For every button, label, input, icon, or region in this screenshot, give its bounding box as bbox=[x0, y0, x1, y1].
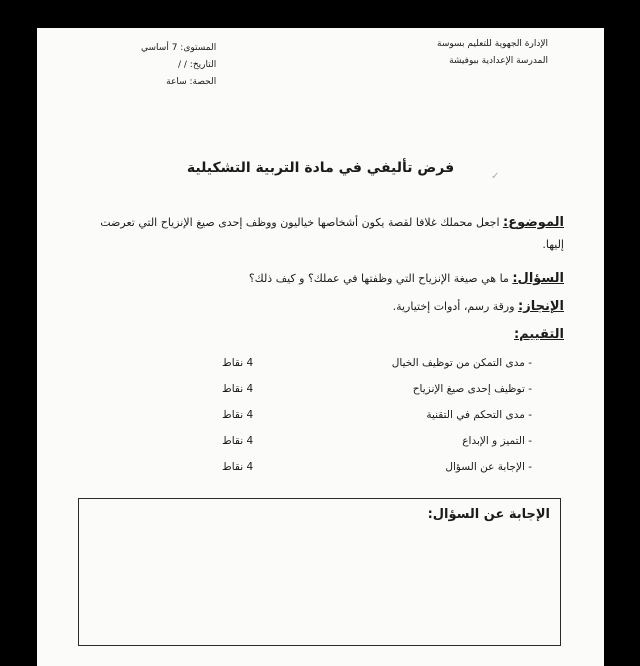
header-institution bbox=[437, 36, 548, 70]
pen-mark: ✓ bbox=[491, 171, 500, 182]
criterion-item bbox=[222, 428, 532, 454]
question-section bbox=[249, 268, 564, 290]
criterion-text: - مدى التحكم في التقنية bbox=[426, 409, 532, 421]
criterion-points: 4 نقاط bbox=[222, 435, 254, 447]
level-label: المستوى: 7 أساسي bbox=[141, 43, 217, 53]
subject-section bbox=[84, 212, 564, 256]
criterion-item bbox=[222, 402, 532, 428]
criteria-list bbox=[222, 350, 532, 480]
criterion-points: 4 نقاط bbox=[222, 409, 254, 421]
criterion-text: - التميز و الإبداع bbox=[462, 435, 532, 447]
school-name: المدرسة الإعدادية ببوفيشة bbox=[449, 56, 548, 66]
criterion-item bbox=[222, 454, 532, 480]
subject-label: الموضوع: bbox=[503, 215, 564, 230]
criterion-points: 4 نقاط bbox=[222, 383, 254, 395]
task-label: الإنجاز: bbox=[518, 299, 564, 314]
answer-label: الإجابة عن السؤال: bbox=[427, 507, 550, 522]
evaluation-section bbox=[514, 324, 564, 346]
exam-title: فرض تأليفي في مادة التربية التشكيلية bbox=[186, 160, 455, 176]
task-section bbox=[393, 296, 564, 318]
evaluation-label: التقييم: bbox=[513, 327, 564, 342]
header-info bbox=[141, 40, 216, 91]
criterion-text: - توظيف إحدى صيغ الإنزياح bbox=[412, 383, 532, 395]
criterion-item bbox=[222, 376, 532, 402]
criterion-item bbox=[222, 350, 532, 376]
subject-text: اجعل محملك غلافا لقصة يكون أشخاصها خياليون ووظف إحدى صيغ الإنزياح التي تعرضت إليها. bbox=[100, 216, 564, 251]
criterion-text: - مدى التمكن من توظيف الخيال bbox=[391, 357, 532, 369]
task-text: ورقة رسم، أدوات إختيارية. bbox=[392, 300, 515, 313]
criterion-points: 4 نقاط bbox=[222, 357, 254, 369]
answer-box[interactable] bbox=[78, 498, 561, 646]
criterion-points: 4 نقاط bbox=[222, 461, 254, 473]
question-label: السؤال: bbox=[512, 271, 564, 286]
administration-name: الإدارة الجهوية للتعليم بسوسة bbox=[437, 39, 548, 49]
criterion-text: - الإجابة عن السؤال bbox=[445, 461, 532, 473]
duration-label: الحصة: ساعة bbox=[166, 77, 217, 87]
exam-sheet bbox=[37, 28, 604, 666]
question-text: ما هي صيغة الإنزياح التي وظفتها في عملك؟ و كيف ذلك؟ bbox=[248, 272, 509, 285]
date-label: التاريخ: / / bbox=[178, 60, 217, 70]
